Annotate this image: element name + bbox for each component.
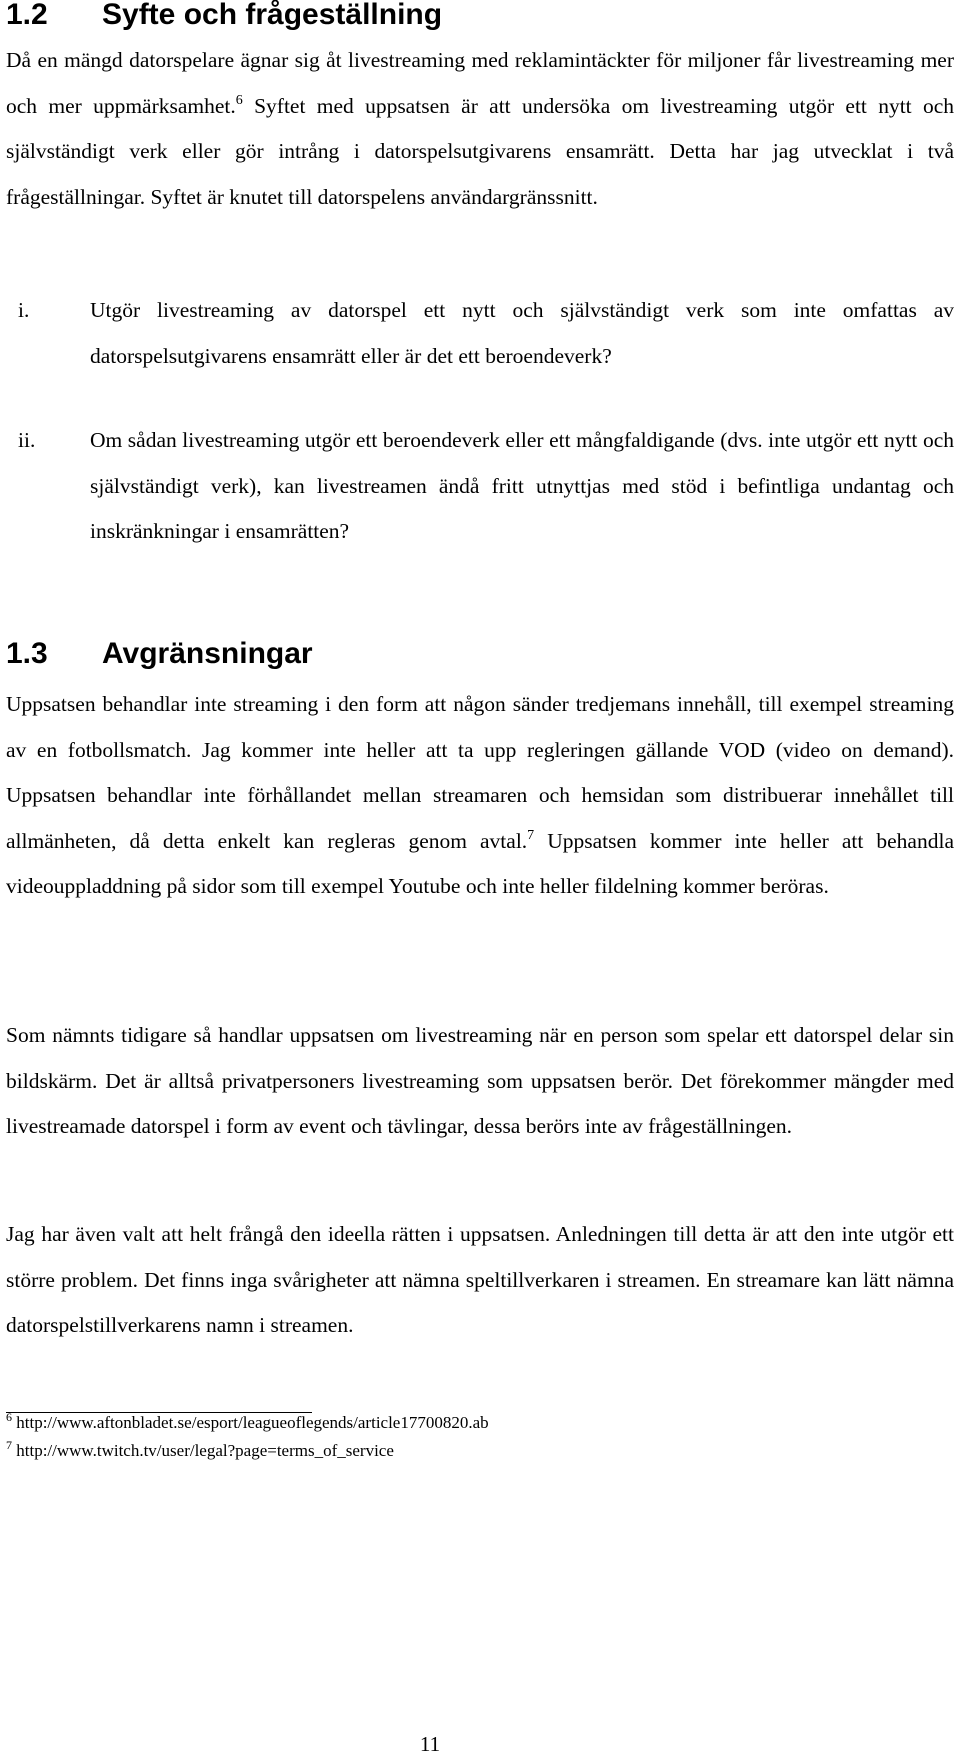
section-heading-1-3 (6, 637, 313, 671)
page-number: 11 (419, 1732, 441, 1756)
section-number: 1.2 (6, 0, 48, 31)
paragraph-syfte: Då en mängd datorspelare ägnar sig åt livestreaming med reklamintäckter för miljoner får livestreaming mer och mer uppmärksamhet.$^6$ Syftet med uppsatsen är att undersöka om livestreaming utgör ett nytt och självständigt verk eller gör intrång i datorspelsutgivarens ensamrätt. Detta har jag utvecklat i två frågeställningar. Syftet är knutet till datorspelens användargränssnitt. (6, 48, 955, 209)
section-title: Syfte och frågeställning (102, 0, 443, 31)
footnote-ref-7[interactable]: 7 (527, 827, 535, 843)
paragraph-avgransningar-3: Jag har även valt att helt frångå den ideella rätten i uppsatsen. Anledningen till detta är att den inte utgör ett större problem. Det finns inga svårigheter att nämna speltillverkaren i streamen. En streamare kan lätt nämna datorspelstillverkarens namn i streamen. (6, 1222, 954, 1337)
footnote-number: 6 (6, 1410, 12, 1424)
section-title: Avgränsningar (102, 637, 313, 670)
paragraph-avgransningar-2: Som nämnts tidigare så handlar uppsatsen om livestreaming när en person som spelar ett datorspel delar sin bildskärm. Det är alltså privatpersoners livestreaming som uppsatsen berör. Det förekommer mängder med livestreamade datorspel i form av event och tävlingar, dessa berörs inte av frågeställningen. (6, 1023, 954, 1138)
footnote-6 (6, 1412, 489, 1434)
footnote-7 (6, 1440, 394, 1462)
section-heading-1-2 (6, 0, 442, 32)
footnote-link[interactable]: http://www.aftonbladet.se/esport/leagueoflegends/article17700820.ab (12, 1413, 489, 1432)
question-text: Om sådan livestreaming utgör ett beroendeverk eller ett mångfaldigande (dvs. inte utgör ett nytt och självständigt verk), kan livestreamen ändå fritt utnyttjas med stöd i befintliga undantag och inskränkningar i ensamrätten? (90, 428, 954, 543)
section-number: 1.3 (6, 637, 48, 670)
footnote-number: 7 (6, 1438, 12, 1452)
footnote-link[interactable]: http://www.twitch.tv/user/legal?page=terms_of_service (12, 1441, 394, 1460)
question-marker: i. (18, 298, 30, 322)
question-text: Utgör livestreaming av datorspel ett nytt och självständigt verk som inte omfattas av datorspelsutgivarens ensamrätt eller är det ett beroendeverk? (90, 298, 954, 368)
question-marker: ii. (18, 428, 36, 452)
paragraph-avgransningar-1: Uppsatsen behandlar inte streaming i den form att någon sänder tredjemans innehåll, till exempel streaming av en fotbollsmatch. Jag kommer inte heller att ta upp regleringen gällande VOD (video on demand). Uppsatsen behandlar inte förhållandet mellan streamaren och hemsidan som distribuerar innehållet till allmänheten, då detta enkelt kan regleras genom avtal.$^7$ Uppsatsen kommer inte heller att behandla videouppladdning på sidor som till exempel Youtube och inte heller fildelning kommer beröras. (6, 692, 954, 898)
footnote-ref-6[interactable]: 6 (235, 92, 243, 108)
